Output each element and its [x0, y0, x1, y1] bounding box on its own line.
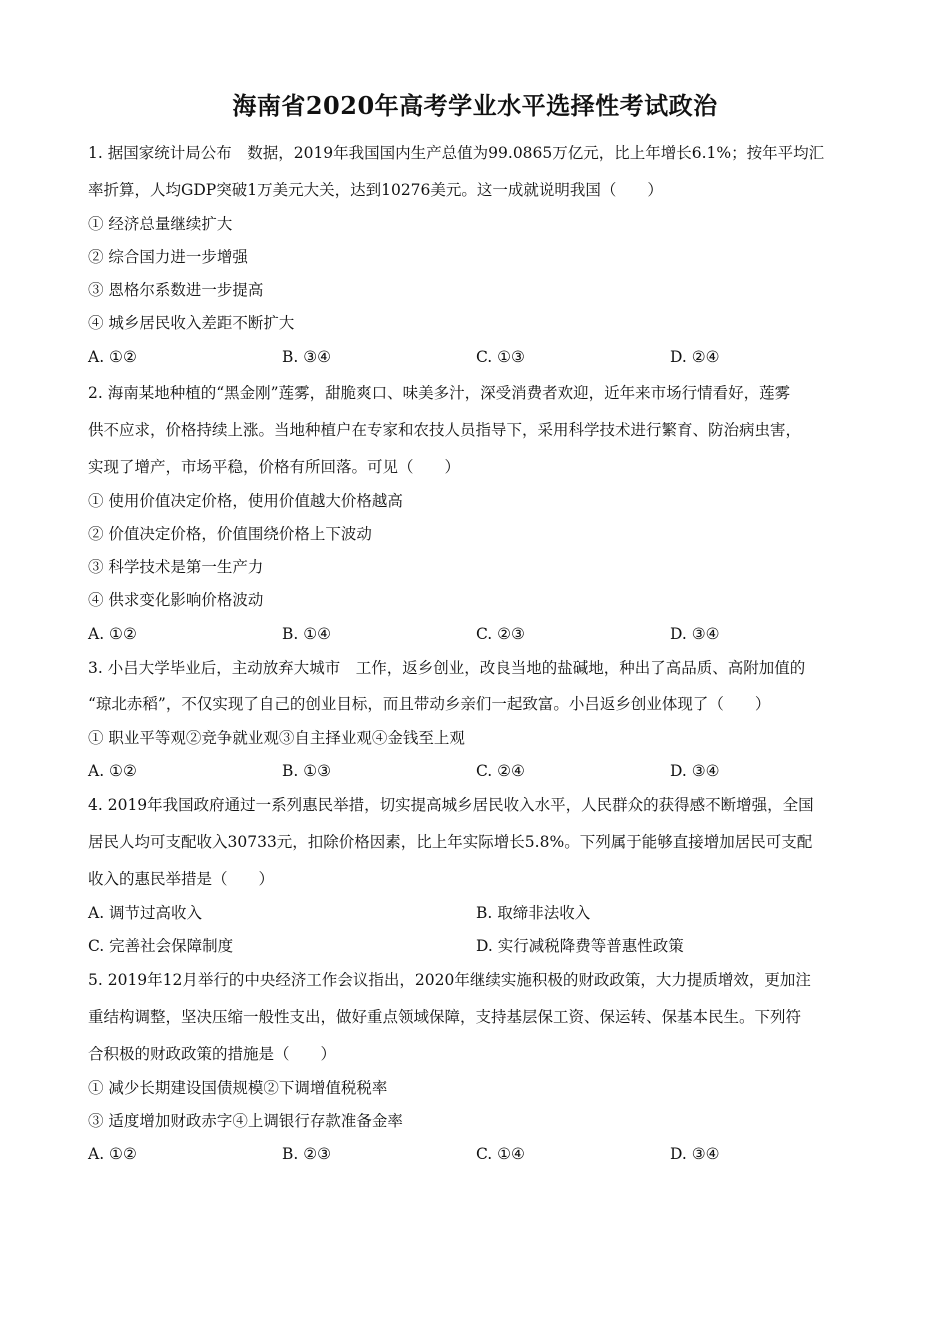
- q1-statement-3: ③ 恩格尔系数进一步提高: [88, 281, 264, 299]
- q1-statement-2: ② 综合国力进一步增强: [88, 248, 248, 266]
- q5-stem-line-1: 5. 2019年12月举行的中央经济工作会议指出，2020年继续实施积极的财政政策，大力提质增效，更加注: [88, 971, 811, 989]
- q5-option-a: A. ①②: [88, 1145, 137, 1163]
- q2-statement-2: ② 价值决定价格，价值围绕价格上下波动: [88, 525, 372, 543]
- q4-stem-line-3: 收入的惠民举措是（ ）: [88, 870, 275, 888]
- q1-stem-line-2: 率折算，人均GDP突破1万美元大关，达到10276美元。这一成就说明我国（ ）: [88, 181, 663, 199]
- q2-statement-4: ④ 供求变化影响价格波动: [88, 591, 264, 609]
- q2-statement-3: ③ 科学技术是第一生产力: [88, 558, 264, 576]
- q4-option-c: C. 完善社会保障制度: [88, 937, 234, 955]
- q1-option-c: C. ①③: [476, 348, 525, 366]
- q1-statement-4: ④ 城乡居民收入差距不断扩大: [88, 314, 295, 332]
- q4-stem-line-2: 居民人均可支配收入30733元，扣除价格因素，比上年实际增长5.8%。下列属于能够直接增加居民可支配: [88, 833, 813, 851]
- q4-stem-line-1: 4. 2019年我国政府通过一系列惠民举措，切实提高城乡居民收入水平，人民群众的获得感不断增强，全国: [88, 796, 814, 814]
- page-title: 海南省2020年高考学业水平选择性考试政治: [232, 91, 718, 120]
- q1-option-d: D. ②④: [670, 348, 720, 366]
- q2-option-a: A. ①②: [88, 625, 137, 643]
- q5-stem-line-2: 重结构调整，坚决压缩一般性支出，做好重点领域保障，支持基层保工资、保运转、保基本民生。下列符: [88, 1008, 802, 1026]
- q2-statement-1: ① 使用价值决定价格，使用价值越大价格越高: [88, 492, 403, 510]
- q2-option-c: C. ②③: [476, 625, 525, 643]
- q5-option-d: D. ③④: [670, 1145, 720, 1163]
- q3-statements: ① 职业平等观②竞争就业观③自主择业观④金钱至上观: [88, 729, 465, 747]
- q3-stem-line-2: “琼北赤稻”，不仅实现了自己的创业目标，而且带动乡亲们一起致富。小吕返乡创业体现了（ ）: [88, 695, 771, 713]
- q2-option-b: B. ①④: [282, 625, 332, 643]
- q1-statement-1: ① 经济总量继续扩大: [88, 215, 233, 233]
- q3-option-a: A. ①②: [88, 762, 137, 780]
- q3-option-b: B. ①③: [282, 762, 332, 780]
- q3-option-c: C. ②④: [476, 762, 525, 780]
- q3-option-d: D. ③④: [670, 762, 720, 780]
- q4-option-b: B. 取缔非法收入: [476, 904, 591, 922]
- q4-option-a: A. 调节过高收入: [88, 904, 203, 922]
- q1-option-b: B. ③④: [282, 348, 332, 366]
- q3-stem-line-1: 3. 小吕大学毕业后，主动放弃大城市 工作，返乡创业，改良当地的盐碱地，种出了高品质、高附加值的: [88, 659, 806, 677]
- q5-statements-2: ③ 适度增加财政赤字④上调银行存款准备金率: [88, 1112, 403, 1130]
- q2-option-d: D. ③④: [670, 625, 720, 643]
- q5-statements-1: ① 减少长期建设国债规模②下调增值税税率: [88, 1079, 388, 1097]
- q2-stem-line-2: 供不应求，价格持续上涨。当地种植户在专家和农技人员指导下，采用科学技术进行繁育、防治病虫害，: [88, 421, 802, 439]
- q4-option-d: D. 实行减税降费等普惠性政策: [476, 937, 684, 955]
- q1-option-a: A. ①②: [88, 348, 137, 366]
- q5-option-c: C. ①④: [476, 1145, 525, 1163]
- q5-stem-line-3: 合积极的财政政策的措施是（ ）: [88, 1045, 337, 1063]
- q2-stem-line-1: 2. 海南某地种植的“黑金刚”莲雾，甜脆爽口、味美多汁，深受消费者欢迎，近年来市场行情看好，莲雾: [88, 384, 791, 402]
- q2-stem-line-3: 实现了增产，市场平稳，价格有所回落。可见（ ）: [88, 458, 461, 476]
- q1-stem-line-1: 1. 据国家统计局公布 数据，2019年我国国内生产总值为99.0865万亿元，比上年增长6.1%；按年平均汇: [88, 144, 825, 162]
- q5-option-b: B. ②③: [282, 1145, 332, 1163]
